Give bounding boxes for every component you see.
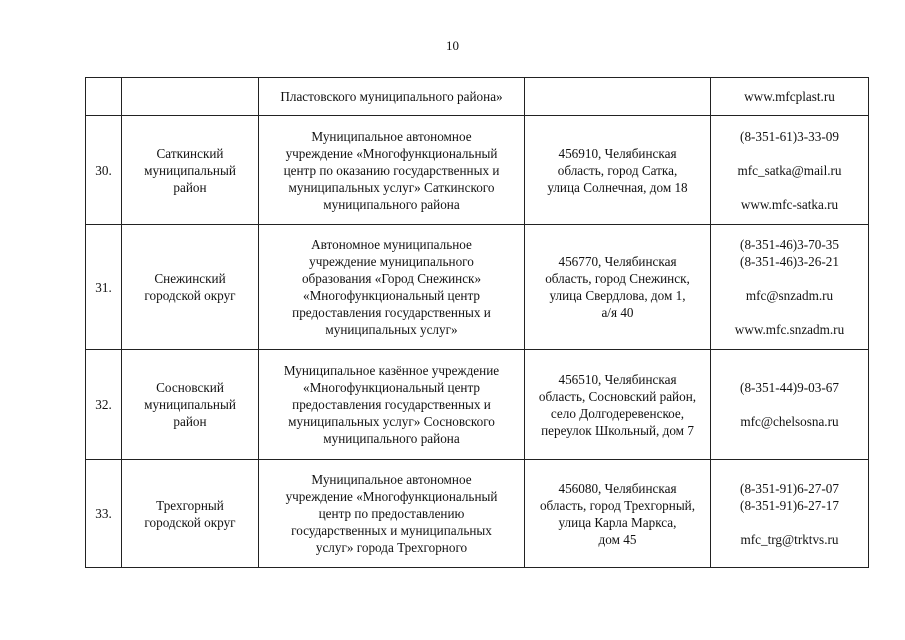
district-line: городской округ	[144, 514, 236, 530]
email-link[interactable]: mfc@chelsosna.ru	[740, 414, 839, 429]
organization-line: предоставления государственных и	[292, 397, 491, 412]
phone-number: (8-351-44)9-03-67	[740, 380, 839, 395]
address-cell	[525, 116, 711, 225]
address-line: дом 45	[598, 531, 637, 547]
address-line: улица Карла Маркса,	[558, 514, 677, 530]
address-cell	[525, 225, 711, 350]
district-line: Трехгорный	[156, 497, 224, 513]
address-line: село Долгодеревенское,	[550, 405, 685, 421]
address-line: 456770, Челябинская	[558, 254, 677, 269]
organization-line: Автономное муниципальное	[311, 237, 472, 252]
organization-line: муниципальных услуг» Сосновского	[288, 414, 495, 429]
district-cell	[122, 350, 259, 460]
email-link[interactable]: mfc_trg@trktvs.ru	[740, 531, 839, 547]
address-line: область, город Сатка,	[557, 162, 678, 178]
table-row	[86, 116, 869, 225]
phone-number: (8-351-91)6-27-07	[740, 480, 839, 496]
district-cell	[122, 460, 259, 568]
mfc-table	[85, 77, 869, 568]
district-line: Снежинский	[154, 271, 226, 286]
district-line: район	[173, 179, 207, 195]
contacts-cell	[711, 460, 869, 568]
address-line: а/я 40	[601, 305, 634, 320]
row-number-cell	[86, 78, 122, 116]
row-number-cell	[86, 225, 122, 350]
district-line: муниципальный	[144, 162, 236, 178]
website-link[interactable]: www.mfc.snzadm.ru	[734, 322, 845, 337]
organization-line: центр по оказанию государственных и	[283, 162, 500, 178]
organization-cell	[259, 225, 525, 350]
organization-line: муниципальных услуг» Саткинского	[288, 179, 495, 195]
spacer	[715, 270, 864, 287]
contacts-cell	[711, 225, 869, 350]
organization-line: муниципального района	[323, 196, 460, 212]
organization-line: центр по предоставлению	[318, 506, 465, 521]
organization-cell	[259, 78, 525, 116]
address-line: область, Сосновский район,	[538, 388, 697, 404]
row-number: 30.	[95, 162, 112, 178]
spacer	[715, 514, 864, 531]
organization-cell	[259, 350, 525, 460]
district-line: Саткинский	[156, 145, 224, 161]
contacts-cell	[711, 350, 869, 460]
address-line: область, город Снежинск,	[545, 271, 690, 286]
table-row	[86, 460, 869, 568]
website-link[interactable]: www.mfc-satka.ru	[740, 196, 839, 212]
row-number: 32.	[95, 397, 112, 412]
address-cell	[525, 78, 711, 116]
district-line: район	[173, 414, 207, 429]
row-number-cell	[86, 350, 122, 460]
phone-number: (8-351-46)3-70-35	[740, 237, 839, 252]
table-row	[86, 225, 869, 350]
organization-line: предоставления государственных и	[292, 305, 491, 320]
address-cell	[525, 460, 711, 568]
organization-line: Муниципальное автономное	[311, 472, 472, 487]
row-number: 33.	[95, 506, 112, 521]
spacer	[715, 304, 864, 321]
page-number: 10	[446, 38, 459, 53]
organization-line: образования «Город Снежинск»	[301, 271, 482, 286]
contacts-cell	[711, 78, 869, 116]
row-number-cell	[86, 116, 122, 225]
organization-cell	[259, 116, 525, 225]
table-row	[86, 350, 869, 460]
organization-line: учреждение «Многофункциональный	[285, 145, 498, 161]
organization-line: муниципального района	[323, 431, 460, 446]
row-number: 31.	[95, 279, 112, 295]
organization-line: муниципальных услуг»	[325, 322, 458, 337]
phone-number: (8-351-61)3-33-09	[740, 128, 839, 144]
organization-line: услуг» города Трехгорного	[315, 540, 468, 555]
address-line: переулок Школьный, дом 7	[541, 422, 694, 438]
organization-line: «Многофункциональный центр	[302, 288, 480, 303]
organization-line: Муниципальное автономное	[311, 128, 472, 144]
address-line: 456510, Челябинская	[558, 371, 677, 387]
organization-line: государственных и муниципальных	[291, 523, 492, 538]
phone-number: (8-351-46)3-26-21	[740, 254, 839, 269]
address-cell	[525, 350, 711, 460]
email-link[interactable]: mfc_satka@mail.ru	[737, 162, 842, 178]
address-line: область, город Трехгорный,	[539, 497, 696, 513]
spacer	[715, 145, 864, 162]
address-line: 456910, Челябинская	[558, 145, 677, 161]
organization-line: «Многофункциональный центр	[302, 380, 480, 395]
organization-line: Муниципальное казённое учреждение	[283, 363, 500, 378]
organization-cell	[259, 460, 525, 568]
spacer	[715, 396, 864, 413]
row-number-cell	[86, 460, 122, 568]
phone-number: (8-351-91)6-27-17	[740, 497, 839, 513]
organization-line: учреждение муниципального	[309, 254, 474, 269]
district-cell	[122, 78, 259, 116]
organization-line: Пластовского муниципального района»	[280, 89, 503, 104]
email-link[interactable]: mfc@snzadm.ru	[745, 288, 834, 303]
district-cell	[122, 116, 259, 225]
address-line: 456080, Челябинская	[558, 480, 677, 496]
district-cell	[122, 225, 259, 350]
website-link[interactable]: www.mfcplast.ru	[744, 89, 835, 104]
address-line: улица Солнечная, дом 18	[547, 179, 688, 195]
district-line: муниципальный	[144, 397, 236, 412]
table-row	[86, 78, 869, 116]
spacer	[715, 179, 864, 196]
address-line: улица Свердлова, дом 1,	[549, 288, 686, 303]
district-line: Сосновский	[156, 380, 224, 395]
district-line: городской округ	[144, 288, 236, 303]
contacts-cell	[711, 116, 869, 225]
organization-line: учреждение «Многофункциональный	[285, 489, 498, 504]
